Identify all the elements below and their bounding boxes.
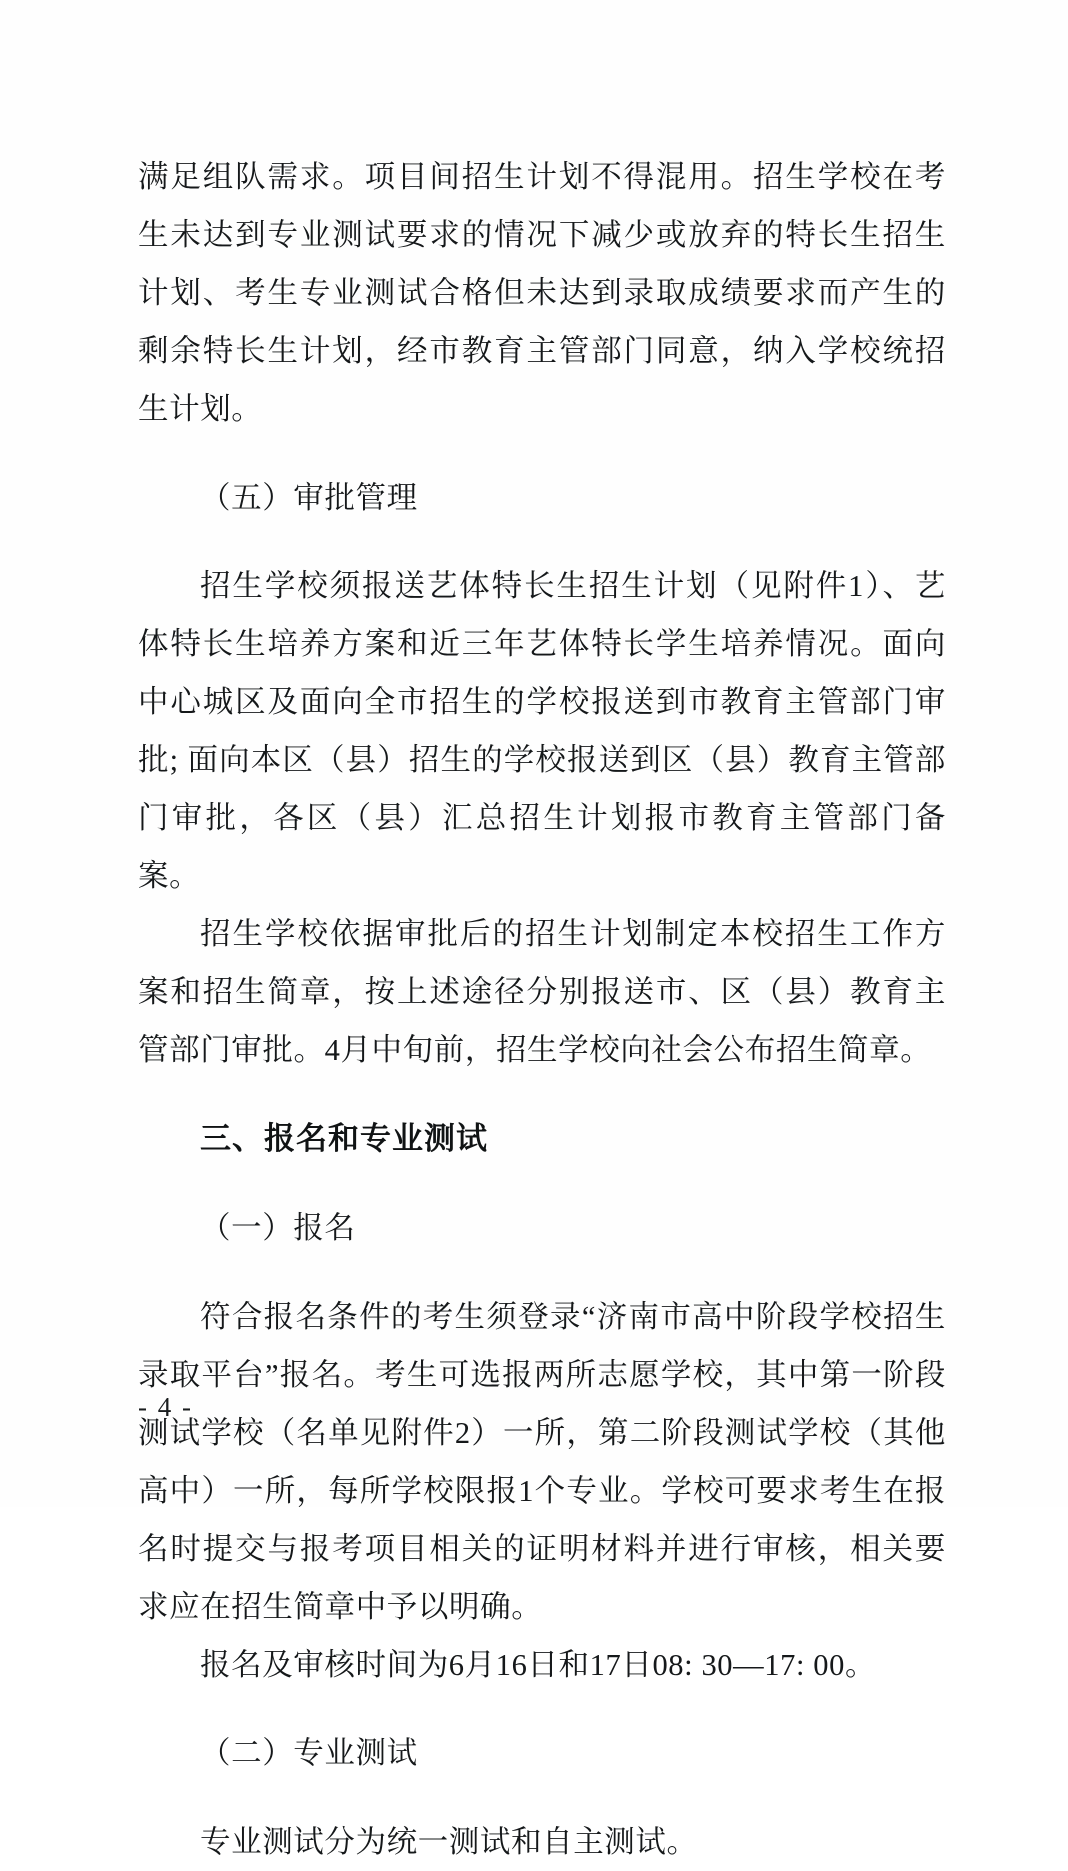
heading-registration-and-test: 三、报名和专业测试 xyxy=(200,1121,488,1157)
paragraph-registration-detail: 符合报名条件的考生须登录“济南市高中阶段学校招生录取平台”报名。考生可选报两所志愿学校，其中第一阶段测试学校（名单见附件2）一所，第二阶段测试学校（其他高中）一所，每所学校限报1个专业。学校可要求考生在报名时提交与报考项目相关的证明材料并进行审核，相关要求应在招生简章中予以明确。 xyxy=(138,1299,946,1624)
paragraph-plan-usage: 满足组队需求。项目间招生计划不得混用。招生学校在考生未达到专业测试要求的情况下减少或放弃的特长生招生计划、考生专业测试合格但未达到录取成绩要求而产生的剩余特长生计划，经市教育主管部门同意，纳入学校统招生计划。 xyxy=(138,160,946,426)
subheading-professional-test: （二）专业测试 xyxy=(200,1736,418,1770)
document-body xyxy=(138,148,946,1871)
paragraph-registration-time: 报名及审核时间为6月16日和17日08: 30—17: 00。 xyxy=(200,1647,877,1682)
page-number: - 4 - xyxy=(138,1392,193,1422)
subheading-registration: （一）报名 xyxy=(200,1211,356,1245)
paragraph-submit-plan: 招生学校须报送艺体特长生招生计划（见附件1）、艺体特长生培养方案和近三年艺体特长学生培养情况。面向中心城区及面向全市招生的学校报送到市教育主管部门审批; 面向本区（县）招生的学校报送到区（县）教育主管部门审批，各区（县）汇总招生计划报市教育主管部门备案。 xyxy=(138,569,946,893)
subheading-approval-management: （五）审批管理 xyxy=(200,480,418,515)
paragraph-test-types: 专业测试分为统一测试和自主测试。 xyxy=(200,1824,698,1859)
paragraph-enrollment-brochure: 招生学校依据审批后的招生计划制定本校招生工作方案和招生简章，按上述途径分别报送市、区（县）教育主管部门审批。4月中旬前，招生学校向社会公布招生简章。 xyxy=(138,917,946,1067)
